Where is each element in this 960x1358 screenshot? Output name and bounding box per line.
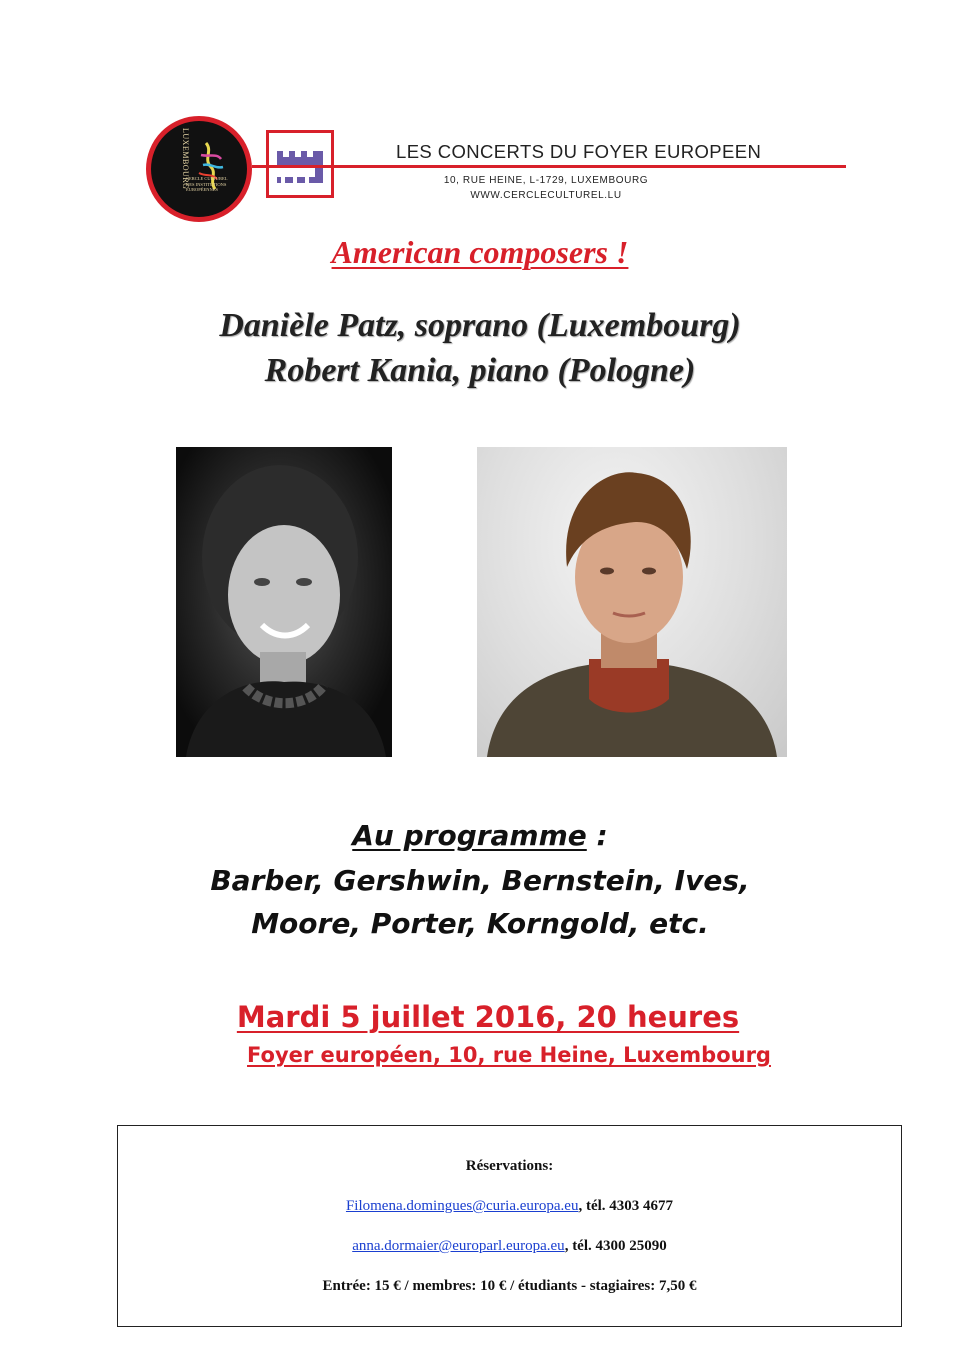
organizer-title: LES CONCERTS DU FOYER EUROPEEN [396, 141, 762, 162]
pianist-portrait-photo [477, 447, 787, 757]
reservations-box [117, 1125, 902, 1327]
ticket-prices: Entrée: 15 € / membres: 10 € / étudiants - stagiaires: 7,50 € [322, 1278, 697, 1294]
foyer-europeen-logo [266, 130, 334, 198]
reservation-contact-2 [117, 1238, 902, 1255]
organizer-address: 10, RUE HEINE, L-1729, LUXEMBOURG [443, 175, 649, 186]
reservation-email-link-1[interactable]: Filomena.domingues@curia.europa.eu [345, 1198, 579, 1214]
performer-soprano: Danièle Patz, soprano (Luxembourg) [219, 307, 741, 344]
programme-composers-line-1: Barber, Gershwin, Bernstein, Ives, [210, 864, 750, 897]
concert-venue: Foyer européen, 10, rue Heine, Luxembourg [247, 1043, 771, 1067]
header-divider [252, 165, 846, 168]
logo-luxembourg-text: LUXEMBOURG [181, 128, 190, 190]
concert-date: Mardi 5 juillet 2016, 20 heures [236, 1000, 740, 1034]
programme-heading-colon: : [586, 819, 608, 852]
performer-piano: Robert Kania, piano (Pologne) [264, 352, 696, 389]
reservation-phone-1: , tél. 4303 4677 [578, 1198, 674, 1214]
programme-heading [0, 819, 960, 852]
cercle-culturel-logo [146, 116, 252, 222]
programme-heading-label: Au programme [352, 819, 587, 852]
organizer-website: WWW.CERCLECULTUREL.LU [470, 190, 622, 201]
reservation-contact-1 [117, 1198, 902, 1215]
logo-subtext: CERCLE CULTUREL DES INSTITUTIONS EUROPÉENNES [186, 176, 228, 192]
reservation-email-link-2[interactable]: anna.dormaier@europarl.europa.eu [352, 1238, 565, 1254]
soprano-portrait-photo [176, 447, 392, 757]
concert-title: American composers ! [331, 234, 629, 270]
programme-composers-line-2: Moore, Porter, Korngold, etc. [251, 907, 709, 940]
reservations-heading: Réservations: [465, 1158, 554, 1174]
reservation-phone-2: , tél. 4300 25090 [564, 1238, 667, 1254]
